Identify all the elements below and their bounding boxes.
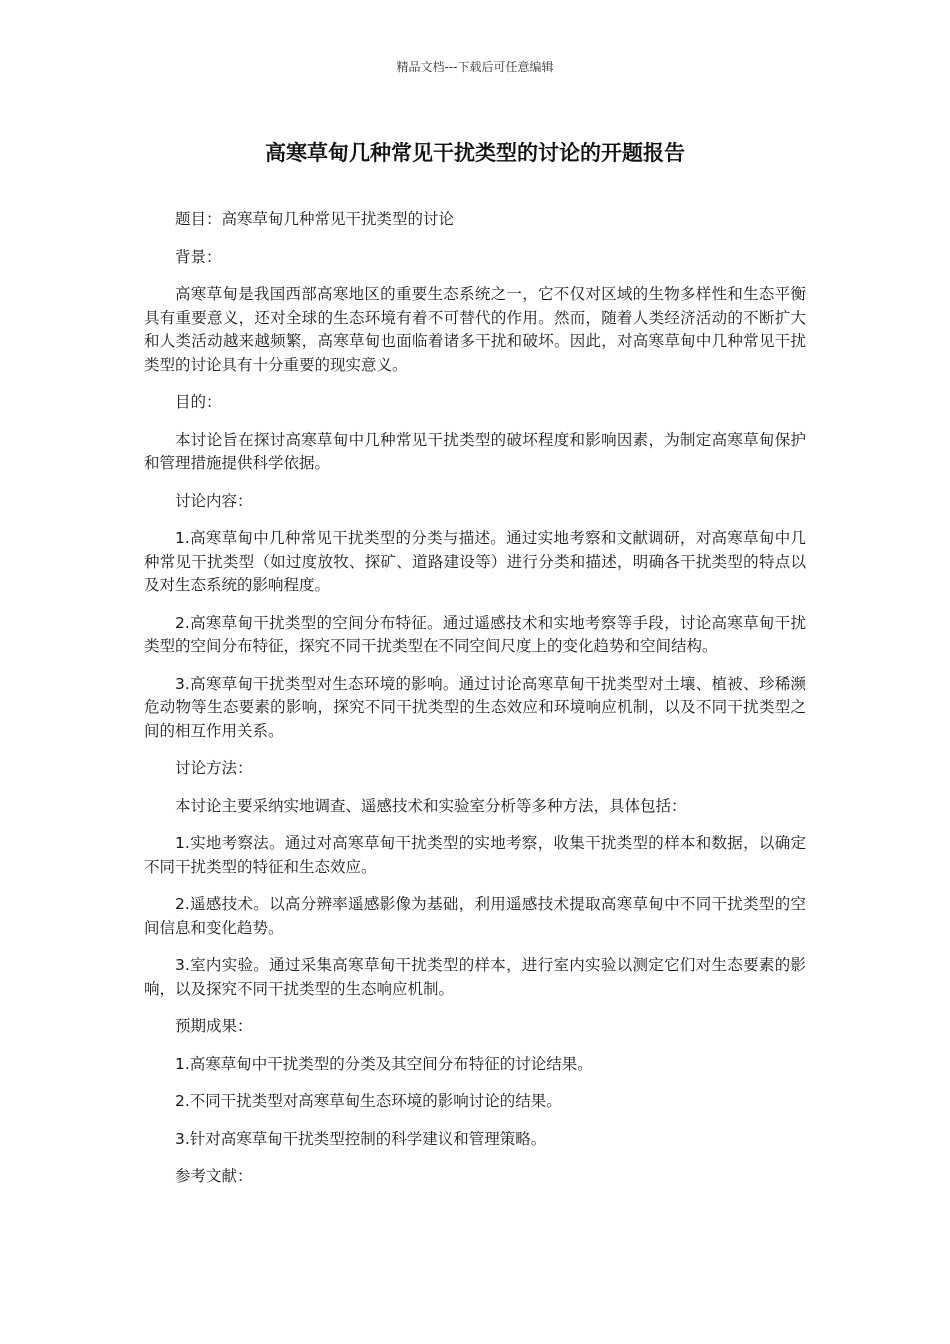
background-paragraph: 高寒草甸是我国西部高寒地区的重要生态系统之一，它不仅对区域的生物多样性和生态平衡具有重要意义，还对全球的生态环境有着不可替代的作用。然而，随着人类经济活动的不断扩大和人类活动越来越频繁，高寒草甸也面临着诸多干扰和破坏。因此，对高寒草甸中几种常见干扰类型的讨论具有十分重要的现实意义。: [144, 285, 806, 374]
purpose-paragraph: 本讨论旨在探讨高寒草甸中几种常见干扰类型的破坏程度和影响因素，为制定高寒草甸保护和管理措施提供科学依据。: [144, 430, 806, 472]
section-heading-references: 参考文献：: [175, 1167, 253, 1185]
method-item-1: 1.实地考察法。通过对高寒草甸干扰类型的实地考察，收集干扰类型的样本和数据，以确定不同干扰类型的特征和生态效应。: [144, 834, 806, 876]
section-heading-purpose: 目的：: [175, 393, 222, 411]
method-item-2: 2.遥感技术。以高分辨率遥感影像为基础，利用遥感技术提取高寒草甸中不同干扰类型的空间信息和变化趋势。: [144, 895, 806, 937]
method-item-3: 3.室内实验。通过采集高寒草甸干扰类型的样本，进行室内实验以测定它们对生态要素的影响，以及探究不同干扰类型的生态响应机制。: [144, 956, 806, 998]
content-item-2: 2.高寒草甸干扰类型的空间分布特征。通过遥感技术和实地考察等手段，讨论高寒草甸干扰类型的空间分布特征，探究不同干扰类型在不同空间尺度上的变化趋势和空间结构。: [144, 613, 806, 655]
section-heading-background: 背景：: [175, 247, 222, 266]
section-heading-content: 讨论内容：: [175, 491, 253, 510]
page-header: 精品文档---下载后可任意编辑: [396, 60, 554, 74]
topic-line: 题目：高寒草甸几种常见干扰类型的讨论: [175, 210, 455, 228]
document-body: [144, 208, 806, 1203]
outcome-item-1: 1.高寒草甸中干扰类型的分类及其空间分布特征的讨论结果。: [175, 1054, 593, 1073]
outcome-item-3: 3.针对高寒草甸干扰类型控制的科学建议和管理策略。: [175, 1129, 547, 1148]
section-heading-outcomes: 预期成果：: [175, 1017, 253, 1035]
methods-intro: 本讨论主要采纳实地调查、遥感技术和实验室分析等多种方法，具体包括：: [175, 796, 687, 815]
content-item-3: 3.高寒草甸干扰类型对生态环境的影响。通过讨论高寒草甸干扰类型对土壤、植被、珍稀濒危动物等生态要素的影响，探究不同干扰类型的生态效应和环境响应机制，以及不同干扰类型之间的相互作用关系。: [144, 674, 806, 740]
section-heading-methods: 讨论方法：: [175, 759, 253, 777]
document-title: 高寒草甸几种常见干扰类型的讨论的开题报告: [265, 141, 685, 165]
content-item-1: 1.高寒草甸中几种常见干扰类型的分类与描述。通过实地考察和文献调研，对高寒草甸中几种常见干扰类型（如过度放牧、探矿、道路建设等）进行分类和描述，明确各干扰类型的特点以及对生态系统的影响程度。: [144, 529, 806, 594]
outcome-item-2: 2.不同干扰类型对高寒草甸生态环境的影响讨论的结果。: [175, 1092, 562, 1110]
